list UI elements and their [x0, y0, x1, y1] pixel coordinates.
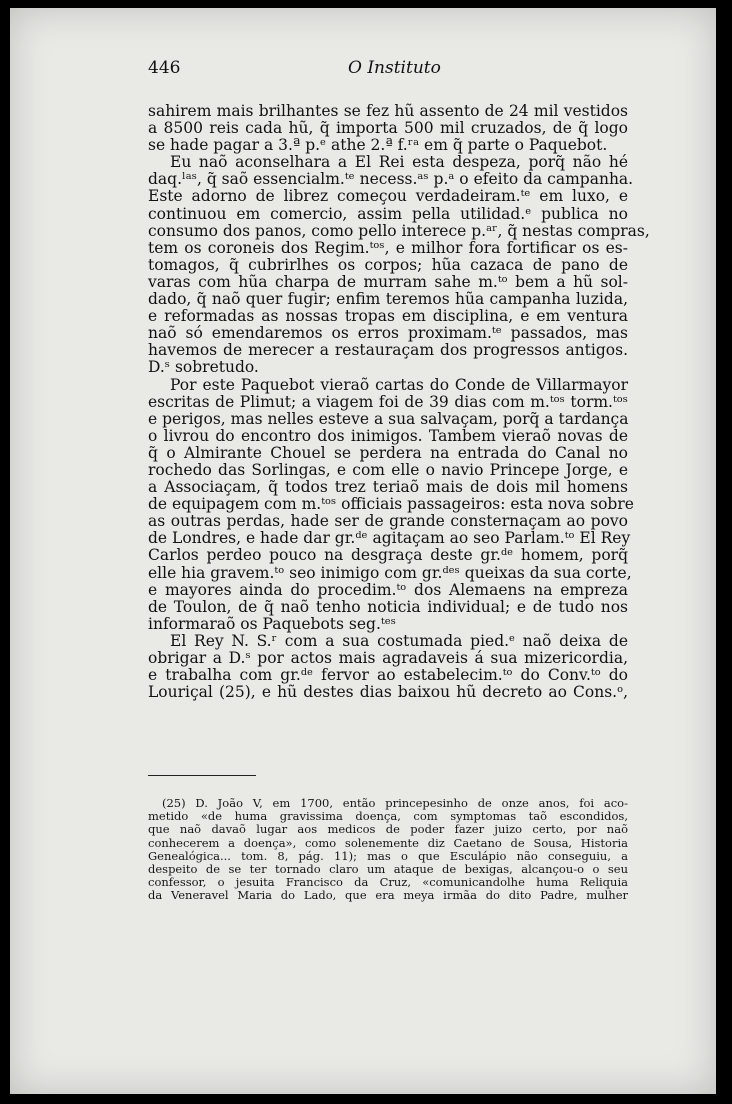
text-line: elle hia gravem.ᵗᵒ seo inimigo com gr.ᵈᵉˢ queixas da sua corte,: [148, 563, 632, 582]
text-line: obrigar a D.ˢ por actos mais agradaveis á sua mizericordia,: [148, 649, 628, 667]
text-line: se hade pagar a 3.ª p.ᵉ athe 2.ª f.ʳᵃ em q̃ parte o Paquebot.: [148, 136, 608, 155]
text-line: consumo dos panos, como pello interece p.ᵃʳ, q̃ nestas compras,: [148, 221, 650, 240]
footnote-line: confessor, o jesuita Francisco da Cruz, «comunicandolhe huma Reliquia: [148, 875, 628, 890]
text-line: daq.ˡᵃˢ, q̃ saõ essencialm.ᵗᵉ necess.ᵃˢ p.ᵃ o efeito da campanha.: [148, 170, 634, 189]
page-header: [148, 58, 628, 82]
footnote-line: conhecerem a doença», como solenemente diz Caetano de Sousa, Historia: [148, 835, 628, 850]
footnote-line: Genealógica... tom. 8, pág. 11); mas o que Esculápio não conseguiu, a: [148, 848, 628, 863]
text-line: Este adorno de librez começou verdadeiram.ᵗᵉ em luxo, e: [148, 187, 628, 206]
footnote-line: (25) D. João V, em 1700, então princepesinho de onze anos, foi aco-: [162, 796, 628, 810]
text-line: q̃ o Almirante Chouel se perdera na entrada do Canal no: [148, 443, 628, 462]
text-line: continuou em comercio, assim pella utilidad.ᵉ publica no: [148, 204, 628, 223]
text-line: escritas de Plimut; a viagem foi de 39 dias com m.ᵗᵒˢ torm.ᵗᵒˢ: [148, 392, 628, 411]
text-line: naõ só emendaremos os erros proximam.ᵗᵉ passados, mas: [148, 324, 628, 343]
running-title: O Instituto: [348, 58, 441, 78]
text-line: sahirem mais brilhantes se fez hũ assento de 24 mil vestidos: [148, 102, 628, 120]
text-line: El Rey N. S.ʳ com a sua costumada pied.ᵉ naõ deixa de: [170, 631, 628, 650]
text-line: o livrou do encontro dos inimigos. Tambem vieraõ novas de: [148, 426, 628, 445]
text-line: de Toulon, de q̃ naõ tenho noticia individual; e de tudo nos: [148, 597, 628, 616]
text-line: Por este Paquebot vieraõ cartas do Conde de Villarmayor: [170, 375, 628, 394]
text-line: tomagos, q̃ cubrirlhes os corpos; hũa cazaca de pano de: [148, 255, 628, 274]
text-line: de Londres, e hade dar gr.ᵈᵉ agitaçam ao seo Parlam.ᵗᵒ El Rey: [148, 529, 631, 548]
text-line: e reformadas as nossas tropas em disciplina, e em ventura: [148, 307, 628, 326]
text-line: informaraõ os Paquebots seg.ᵗᵉˢ: [148, 614, 396, 633]
footnote-line: que naõ davaõ lugar aos medicos de poder fazer juizo certo, por naõ: [148, 822, 628, 837]
page-number: 446: [148, 58, 181, 78]
footnote-rule: [148, 775, 256, 776]
text-line: e perigos, mas nelles esteve a sua salvaçam, porq̃ a tardança: [148, 409, 629, 428]
text-line: de equipagem com m.ᵗᵒˢ officiais passageiros: esta nova sobre: [148, 495, 634, 514]
text-line: Carlos perdeo pouco na desgraça deste gr.ᵈᵉ homem, porq̃: [148, 546, 628, 565]
text-line: as outras perdas, hade ser de grande consternaçam ao povo: [148, 512, 628, 531]
text-line: D.ˢ sobretudo.: [148, 358, 259, 377]
footnotes: [148, 797, 628, 903]
text-line: havemos de merecer a restauraçam dos progressos antigos.: [148, 341, 628, 360]
footnote-line: metido «de huma gravissima doença, com symptomas taõ escondidos,: [148, 809, 628, 824]
text-line: e trabalha com gr.ᵈᵉ fervor ao estabelecim.ᵗᵒ do Conv.ᵗᵒ do: [148, 666, 628, 685]
text-line: varas com hũa charpa de murram sahe m.ᵗᵒ bem a hũ sol-: [148, 272, 628, 291]
footnote-line: da Veneravel Maria do Lado, que era meya irmãa do dito Padre, mulher: [148, 888, 628, 903]
body-text: [148, 102, 650, 702]
text-line: dado, q̃ naõ quer fugir; enfim teremos hũa campanha luzida,: [148, 290, 628, 309]
text-line: Eu naõ aconselhara a El Rei esta despeza, porq̃ não hé: [170, 153, 628, 172]
text-line: tem os coroneis dos Regim.ᵗᵒˢ, e milhor fora fortificar os es-: [148, 238, 628, 257]
text-line: a 8500 reis cada hũ, q̃ importa 500 mil cruzados, de q̃ logo: [148, 119, 628, 138]
footnote-line: despeito de se ter tornado claro um ataque de bexigas, alcançou-o o seu: [148, 862, 628, 877]
text-line: a Associaçam, q̃ todos trez teriaõ mais de dois mil homens: [148, 478, 628, 497]
text-line: rochedo das Sorlingas, e com elle o navio Princepe Jorge, e: [148, 460, 628, 479]
text-line: Louriçal (25), e hũ destes dias baixou hũ decreto ao Cons.ᵒ,: [148, 683, 628, 702]
text-line: e mayores ainda do procedim.ᵗᵒ dos Alemaens na empreza: [148, 580, 628, 599]
